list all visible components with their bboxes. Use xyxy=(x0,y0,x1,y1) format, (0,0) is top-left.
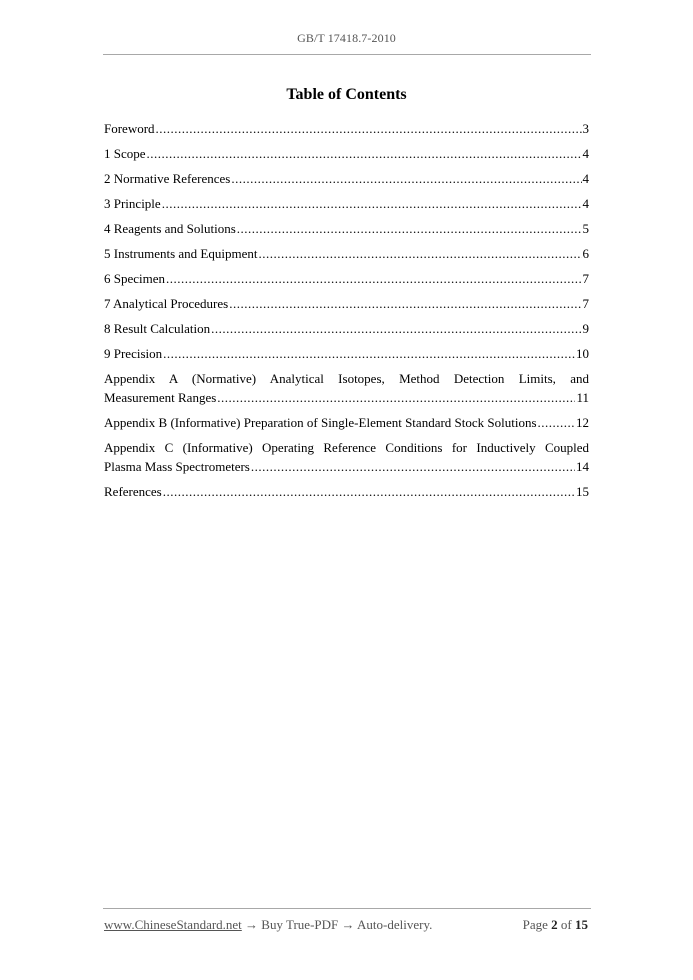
toc-entry-label: 7 Analytical Procedures xyxy=(104,296,229,311)
dot-leader xyxy=(217,388,575,407)
dot-leader xyxy=(538,413,575,432)
document-header: GB/T 17418.7-2010 xyxy=(297,31,396,45)
toc-entry-label-line1: Appendix A (Normative) Analytical Isotopes, Method Detection Limits, and xyxy=(104,371,589,386)
toc-entry-page: 6 xyxy=(582,246,589,261)
dot-leader xyxy=(147,144,582,163)
toc-entry-page: 4 xyxy=(582,146,589,161)
toc-entry-page: 3 xyxy=(582,121,589,136)
toc-entry-line2 xyxy=(104,457,589,476)
toc-entry-reagents[interactable] xyxy=(104,219,589,238)
page-title: Table of Contents xyxy=(286,86,407,103)
dot-leader xyxy=(251,457,575,476)
toc-entry-label: 4 Reagents and Solutions xyxy=(104,221,236,236)
toc-entry-label: 2 Normative References xyxy=(104,171,231,186)
toc-entry-page: 15 xyxy=(576,484,589,499)
footer-divider xyxy=(103,908,591,909)
arrow-icon: → xyxy=(341,917,355,932)
dot-leader xyxy=(166,269,581,288)
toc-entry-page: 7 xyxy=(582,271,589,286)
page-word: Page xyxy=(522,917,548,932)
toc-entry-result-calculation[interactable] xyxy=(104,319,589,338)
toc-entry-appendix-b[interactable] xyxy=(104,413,589,432)
toc-entry-label: Appendix B (Informative) Preparation of Single-Element Standard Stock Solutions xyxy=(104,415,537,430)
toc-entry-appendix-a[interactable] xyxy=(104,369,589,407)
toc-entry-page: 7 xyxy=(582,296,589,311)
dot-leader xyxy=(258,244,581,263)
dot-leader xyxy=(163,482,575,501)
toc-entry-analytical-procedures[interactable] xyxy=(104,294,589,313)
toc-entry-label: 9 Precision xyxy=(104,346,163,361)
toc-entry-line2 xyxy=(104,388,589,407)
of-word: of xyxy=(560,917,572,932)
page-footer xyxy=(104,917,588,933)
page-number xyxy=(523,917,588,933)
toc-entry-label-line2: Plasma Mass Spectrometers xyxy=(104,459,250,474)
toc-entry-page: 4 xyxy=(582,171,589,186)
dot-leader xyxy=(231,169,581,188)
table-of-contents xyxy=(104,119,589,507)
page-current: 2 xyxy=(551,917,558,932)
toc-entry-foreword[interactable] xyxy=(104,119,589,138)
header-divider xyxy=(103,54,591,55)
auto-delivery-text: Auto-delivery. xyxy=(357,917,433,932)
toc-entry-label: 3 Principle xyxy=(104,196,161,211)
toc-entry-normative-references[interactable] xyxy=(104,169,589,188)
dot-leader xyxy=(229,294,581,313)
toc-entry-label-line1: Appendix C (Informative) Operating Reference Conditions for Inductively Coupled xyxy=(104,440,589,455)
toc-entry-references[interactable] xyxy=(104,482,589,501)
toc-entry-label-line2: Measurement Ranges xyxy=(104,390,217,405)
toc-entry-scope[interactable] xyxy=(104,144,589,163)
toc-entry-label: 1 Scope xyxy=(104,146,146,161)
toc-entry-page: 11 xyxy=(576,390,589,405)
toc-entry-appendix-c[interactable] xyxy=(104,438,589,476)
toc-entry-label: 8 Result Calculation xyxy=(104,321,211,336)
footer-left xyxy=(104,917,432,933)
toc-entry-page: 9 xyxy=(582,321,589,336)
toc-entry-specimen[interactable] xyxy=(104,269,589,288)
dot-leader xyxy=(163,344,575,363)
toc-entry-instruments[interactable] xyxy=(104,244,589,263)
website-link[interactable]: www.ChineseStandard.net xyxy=(104,917,242,932)
toc-entry-label: 6 Specimen xyxy=(104,271,166,286)
arrow-icon: → xyxy=(245,917,259,932)
buy-text: Buy True-PDF xyxy=(261,917,339,932)
toc-entry-label: References xyxy=(104,484,162,499)
dot-leader xyxy=(237,219,582,238)
dot-leader xyxy=(162,194,582,213)
toc-entry-page: 12 xyxy=(576,415,589,430)
toc-entry-precision[interactable] xyxy=(104,344,589,363)
toc-entry-page: 10 xyxy=(576,346,589,361)
toc-entry-label: Foreword xyxy=(104,121,155,136)
dot-leader xyxy=(156,119,582,138)
page-total: 15 xyxy=(575,917,588,932)
toc-entry-page: 4 xyxy=(582,196,589,211)
toc-entry-label: 5 Instruments and Equipment xyxy=(104,246,258,261)
toc-entry-page: 14 xyxy=(576,459,589,474)
toc-entry-principle[interactable] xyxy=(104,194,589,213)
toc-entry-page: 5 xyxy=(582,221,589,236)
dot-leader xyxy=(211,319,581,338)
